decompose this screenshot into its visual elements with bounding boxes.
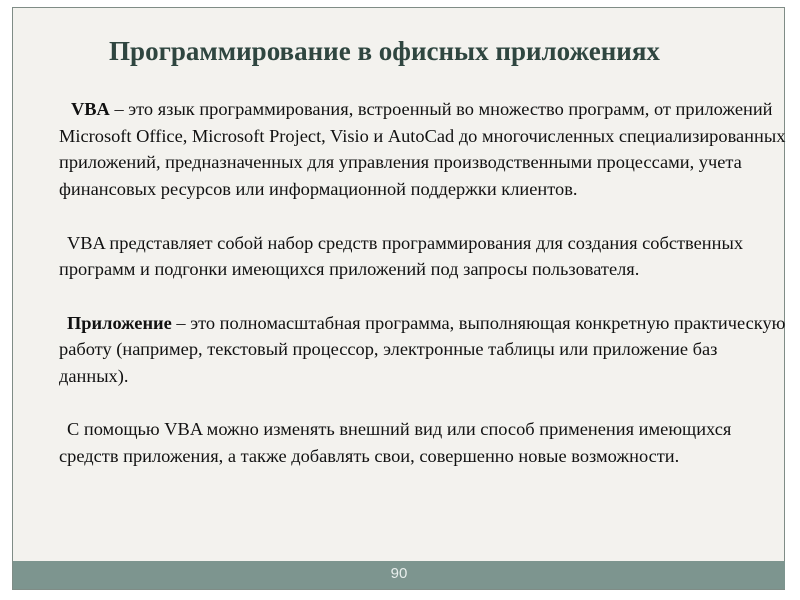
paragraph-text: С помощью VBA можно изменять внешний вид или способ применения имеющихся средств приложения, а также добавлять свои, совершенно новые возможности. xyxy=(59,419,732,467)
paragraph-application-definition xyxy=(59,310,789,390)
slide-title: Программирование в офисных приложениях xyxy=(109,36,660,66)
paragraph-vba-definition xyxy=(59,96,789,203)
slide-frame xyxy=(12,7,785,590)
paragraph-vba-capabilities xyxy=(59,416,789,469)
paragraph-text: VBA представляет собой набор средств программирования для создания собственных программ и подгонки имеющихся приложений под запросы пользователя. xyxy=(59,232,744,280)
paragraph-text: – это полномасштабная программа, выполняющая конкретную практическую работу (например, текстовый процессор, электронные таблицы или приложение баз данных). xyxy=(59,312,786,386)
term-vba: VBA xyxy=(71,99,110,119)
footer-bar xyxy=(13,561,785,589)
paragraph-text: – это язык программирования, встроенный во множество программ, от приложений Microsoft Office, Microsoft Project, Visio и AutoCad до многочисленных специализированных приложений, предназначенных для управления производственными процессами, учета финансовых ресурсов или информационной поддержки клиентов. xyxy=(59,99,786,200)
term-application: Приложение xyxy=(67,312,172,333)
page-number: 90 xyxy=(390,565,408,582)
paragraph-vba-tools xyxy=(59,230,789,283)
slide-body xyxy=(59,96,789,470)
